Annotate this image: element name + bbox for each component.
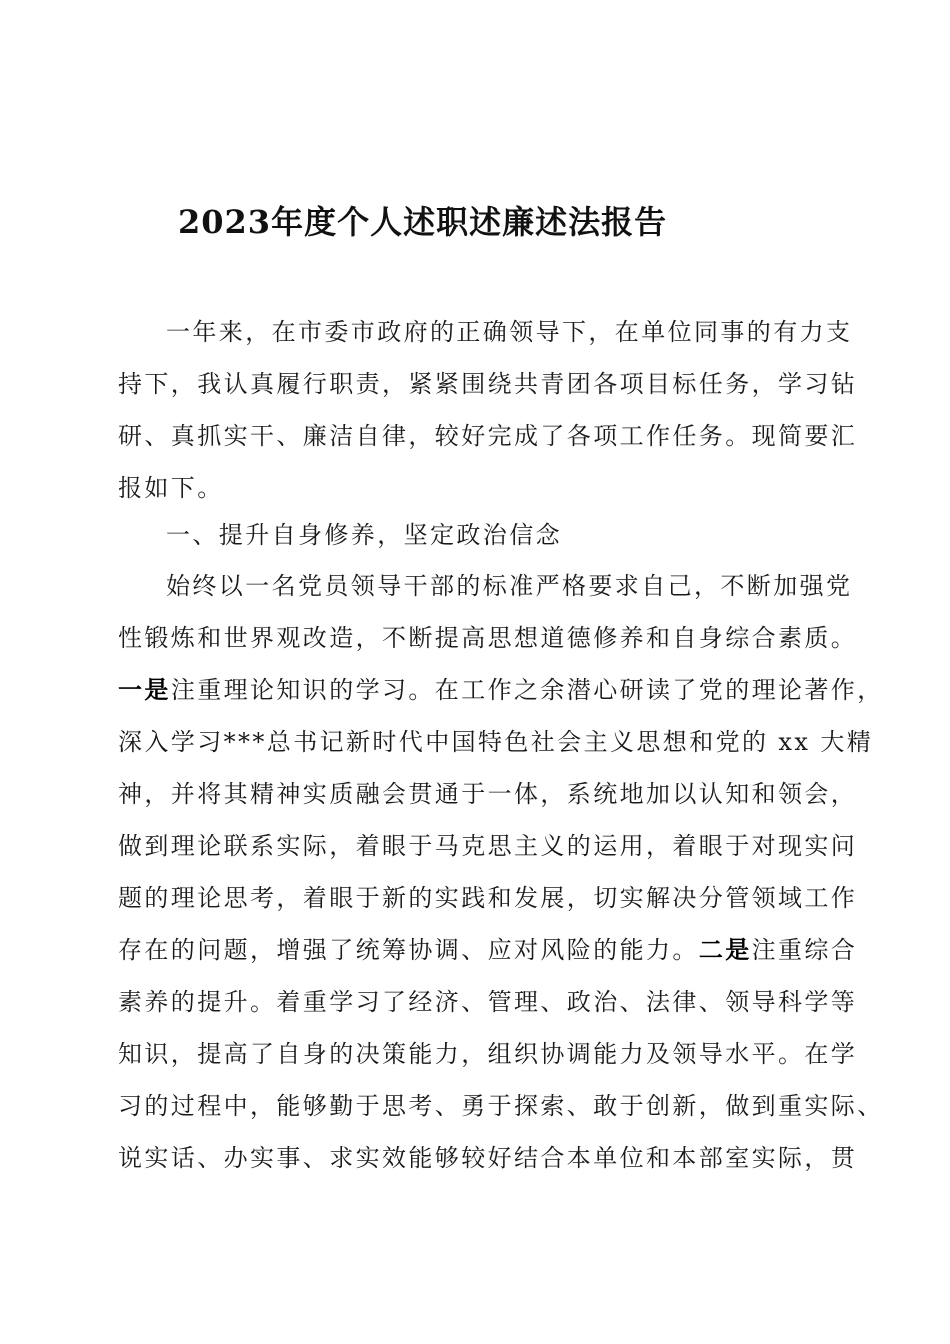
paragraph-line: 一年来，在市委市政府的正确领导下，在单位同事的有力支 (166, 318, 853, 346)
paragraph-line: 深入学习***总书记新时代中国特色社会主义思想和党的 xx 大精 (118, 728, 874, 756)
paragraph-line: 习的过程中，能够勤于思考、勇于探索、敢于创新，做到重实际、 (118, 1092, 884, 1120)
paragraph-line: 报如下。 (118, 474, 224, 502)
paragraph-line: 性锻炼和世界观改造，不断提高思想道德修养和自身综合素质。 (118, 624, 858, 652)
paragraph-line (118, 932, 857, 968)
paragraph-line-tail: 注重综合 (751, 936, 858, 964)
point-marker: 二是 (698, 935, 752, 964)
paragraph-line: 说实话、办实事、求实效能够较好结合本单位和本部室实际，贯 (118, 1144, 858, 1172)
paragraph-line (118, 672, 884, 708)
paragraph-line: 知识，提高了自身的决策能力，组织协调能力及领导水平。在学 (118, 1040, 858, 1068)
point-marker: 一是 (118, 675, 171, 704)
paragraph-line: 做到理论联系实际，着眼于马克思主义的运用，着眼于对现实问 (118, 832, 858, 860)
paragraph-line: 始终以一名党员领导干部的标准严格要求自己，不断加强党 (166, 572, 853, 600)
paragraph-line: 题的理论思考，着眼于新的实践和发展，切实解决分管领域工作 (118, 884, 858, 912)
document-title: 2023年度个人述职述廉述法报告 (178, 203, 668, 241)
paragraph-line-text: 注重理论知识的学习。在工作之余潜心研读了党的理论著作， (170, 676, 884, 704)
paragraph-line: 研、真抓实干、廉洁自律，较好完成了各项工作任务。现简要汇 (118, 422, 858, 450)
paragraph-line: 持下，我认真履行职责，紧紧围绕共青团各项目标任务，学习钻 (118, 370, 858, 398)
section-heading: 一、提升自身修养，坚定政治信念 (166, 521, 562, 549)
paragraph-line-text: 存在的问题，增强了统筹协调、应对风险的能力。 (118, 936, 699, 964)
paragraph-line: 神，并将其精神实质融会贯通于一体，系统地加以认知和领会， (118, 780, 858, 808)
paragraph-line: 素养的提升。着重学习了经济、管理、政治、法律、领导科学等 (118, 988, 858, 1016)
